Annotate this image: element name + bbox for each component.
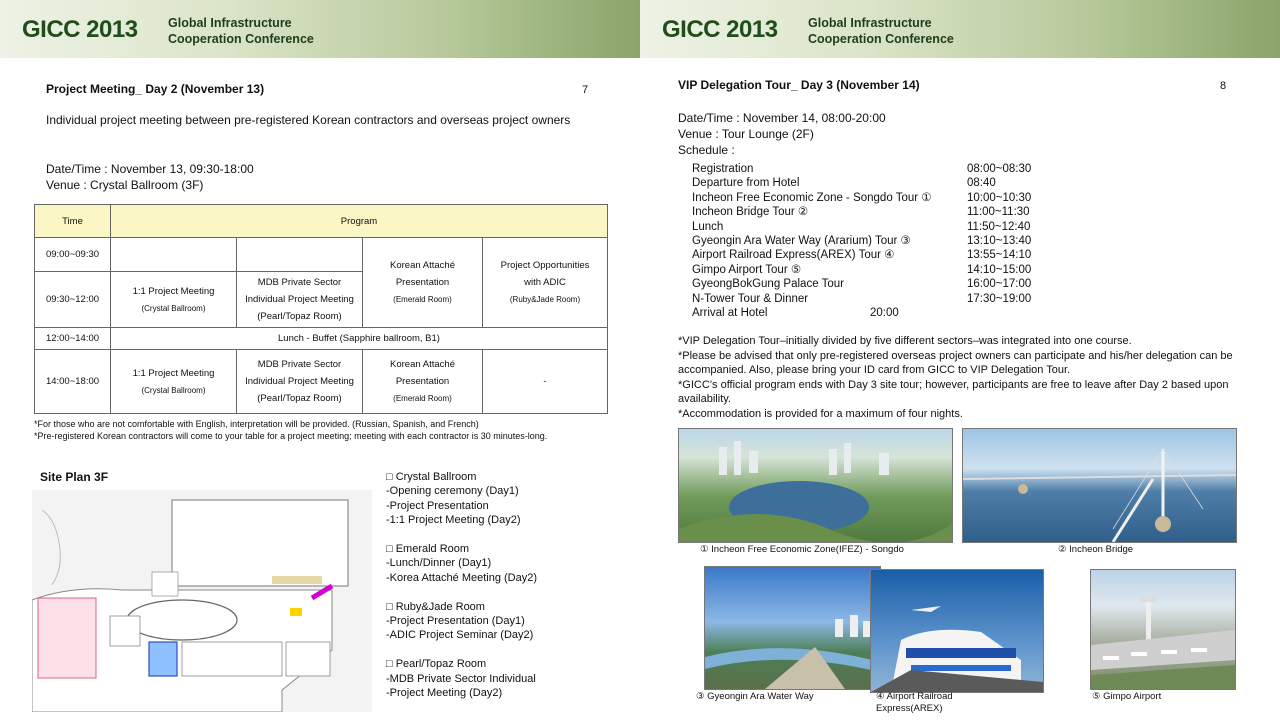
- korean-attache-cell: Korean Attaché Presentation (Emerald Room): [363, 238, 483, 328]
- page-title: Project Meeting_ Day 2 (November 13): [46, 82, 265, 96]
- caption-songdo: ① Incheon Free Economic Zone(IFEZ) - Songdo: [700, 544, 904, 555]
- adic-cell: Project Opportunities with ADIC (Ruby&Jade Room): [483, 238, 608, 328]
- venue: Venue : Tour Lounge (2F): [678, 127, 814, 141]
- caption-gimpo-airport: ⑤ Gimpo Airport: [1092, 691, 1162, 702]
- venue: Venue : Crystal Ballroom (3F): [46, 178, 204, 192]
- schedule-row: Arrival at Hotel 20:00: [692, 306, 899, 319]
- datetime: Date/Time : November 13, 09:30-18:00: [46, 162, 254, 176]
- schedule-row: Incheon Free Economic Zone - Songdo Tour ① 10:00~10:30: [692, 191, 1032, 204]
- schedule-row: Gimpo Airport Tour ⑤ 14:10~15:00: [692, 263, 1032, 276]
- table-notes: *For those who are not comfortable with English, interpretation will be provided. (Russian, Spanish, and French) *Pre-registered Korean contractors will come to your table for a project meeting; meeting with each contractor is 30 minutes-long.: [34, 419, 548, 441]
- page-title: VIP Delegation Tour_ Day 3 (November 14): [678, 78, 920, 92]
- col-program: Program: [111, 205, 608, 238]
- gimpo-airport-photo: [1090, 569, 1236, 690]
- legend-item: -Lunch/Dinner (Day1): [386, 557, 492, 570]
- legend-item: -Project Meeting (Day2): [386, 687, 503, 700]
- schedule-row: N-Tower Tour & Dinner 17:30~19:00: [692, 292, 1032, 305]
- schedule-row: Lunch 11:50~12:40: [692, 220, 1031, 233]
- schedule-row: GyeongBokGung Palace Tour 16:00~17:00: [692, 278, 1032, 291]
- songdo-photo: [678, 428, 953, 543]
- legend-item: -Project Presentation: [386, 499, 489, 512]
- program-table: [34, 204, 608, 414]
- page-number: 8: [1220, 80, 1227, 92]
- legend-item: -Opening ceremony (Day1): [386, 485, 519, 498]
- floor-plan-graphic: [32, 490, 372, 712]
- table-row: 09:00~09:30 Korean Attaché Presentation (Emerald Room) Project Opportunities with ADIC (Ruby&Jade Room): [35, 238, 608, 272]
- header-subtitle: Global Infrastructure Cooperation Conference: [168, 16, 314, 46]
- tour-notes: *VIP Delegation Tour–initially divided by five different sectors–was integrated into one course. *Please be advised that only pre-registered overseas project owners can participate and his/her delegation can be accompanied. Also, please bring your ID card from GICC to VIP Delegation Tour. *GICC’s official program ends with Day 3 site tour; however, participants are free to leave after Day 2 based upon availability. *Accommodation is provided for a maximum of four nights.: [678, 335, 1233, 420]
- page-header: [0, 0, 640, 58]
- schedule-row: Gyeongin Ara Water Way (Ararium) Tour ③ 13:10~13:40: [692, 234, 1032, 247]
- ara-waterway-photo: [704, 566, 881, 690]
- schedule-row: Incheon Bridge Tour ② 11:00~11:30: [692, 206, 1030, 219]
- description: Individual project meeting between pre-registered Korean contractors and overseas project owners: [46, 113, 571, 127]
- tour-schedule: [692, 162, 1032, 320]
- legend-item: -Korea Attaché Meeting (Day2): [386, 571, 538, 584]
- legend-item: □ Crystal Ballroom: [386, 471, 477, 483]
- site-plan-map: [32, 490, 372, 712]
- table-row: 12:00~14:00 Lunch - Buffet (Sapphire ballroom, B1): [35, 328, 608, 350]
- one-to-one-cell: 1:1 Project Meeting (Crystal Ballroom): [111, 272, 237, 328]
- schedule-row: Registration 08:00~08:30: [692, 163, 1032, 175]
- site-plan-title: Site Plan 3F: [40, 470, 109, 484]
- col-time: Time: [35, 205, 111, 238]
- arex-photo: [870, 569, 1044, 693]
- caption-ara-waterway: ③ Gyeongin Ara Water Way: [696, 691, 814, 702]
- legend-item: -MDB Private Sector Individual: [386, 672, 536, 685]
- site-plan-legend: [386, 470, 537, 700]
- table-header-row: [35, 205, 608, 238]
- incheon-bridge-photo: [962, 428, 1237, 543]
- legend-item: -Project Presentation (Day1): [386, 615, 525, 628]
- schedule-label: Schedule :: [678, 143, 735, 157]
- page-8: [640, 0, 1280, 720]
- legend-item: □ Pearl/Topaz Room: [386, 658, 487, 671]
- legend-item: -1:1 Project Meeting (Day2): [386, 514, 521, 527]
- page-number: 7: [582, 84, 589, 96]
- legend-item: □ Emerald Room: [386, 543, 470, 556]
- datetime: Date/Time : November 14, 08:00-20:00: [678, 111, 886, 125]
- gicc-logo: GICC 2013: [662, 16, 778, 43]
- schedule-row: Airport Railroad Express(AREX) Tour ④ 13:55~14:10: [692, 249, 1032, 262]
- table-row: 09:30~12:00 1:1 Project Meeting (Crystal Ballroom) MDB Private Sector Individual Project Meeting (Pearl/Topaz Room): [35, 272, 608, 328]
- table-row: 14:00~18:00 1:1 Project Meeting (Crystal Ballroom) MDB Private Sector Individual Project Meeting (Pearl/Topaz Room) Korean Attaché Presentation (Emerald Room) -: [35, 350, 608, 414]
- caption-incheon-bridge: ② Incheon Bridge: [1058, 544, 1134, 555]
- page-header: [640, 0, 1280, 58]
- lunch-cell: Lunch - Buffet (Sapphire ballroom, B1): [111, 328, 608, 350]
- legend-item: -ADIC Project Seminar (Day2): [386, 629, 534, 642]
- legend-item: □ Ruby&Jade Room: [386, 600, 485, 613]
- caption-arex: ④ Airport Railroad Express(AREX): [876, 691, 953, 714]
- header-subtitle: Global Infrastructure Cooperation Conference: [808, 16, 954, 46]
- gicc-logo: GICC 2013: [22, 16, 138, 43]
- mdb-cell: MDB Private Sector Individual Project Meeting (Pearl/Topaz Room): [237, 272, 363, 328]
- schedule-row: Departure from Hotel 08:40: [692, 177, 996, 190]
